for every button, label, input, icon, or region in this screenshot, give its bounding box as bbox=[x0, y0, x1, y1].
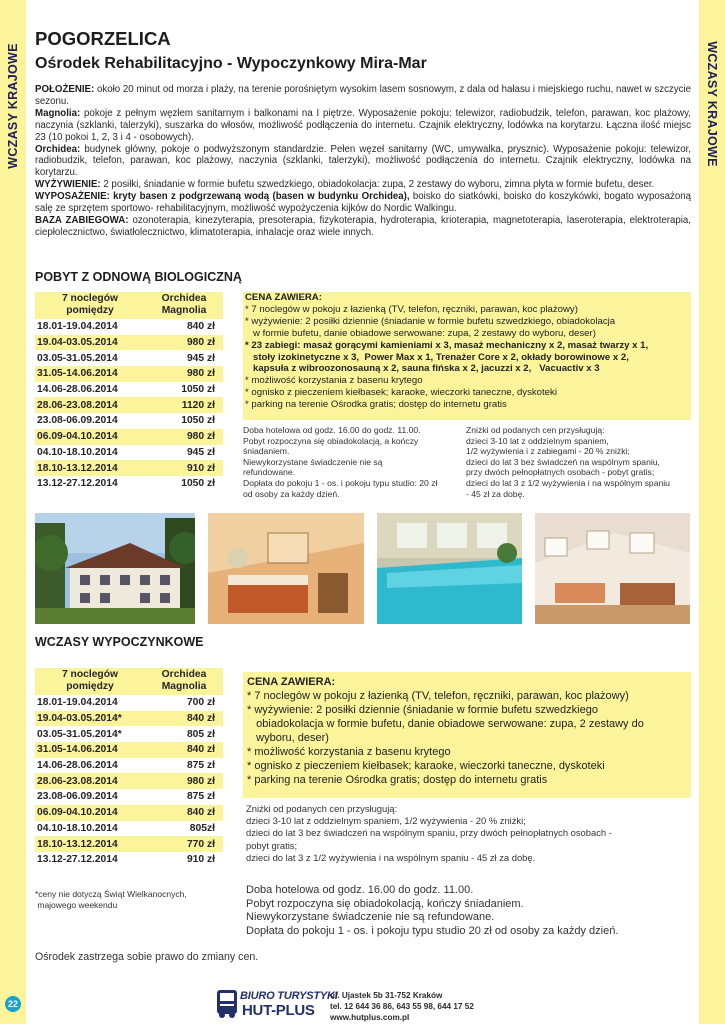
phone: tel. 12 644 36 86, 643 55 98, 644 17 52 bbox=[330, 1002, 474, 1011]
side-label-right: WCZASY KRAJOWE bbox=[705, 41, 719, 167]
includes-line: * 7 noclegów w pokoju z łazienką (TV, telefon, ręczniki, parawan, koc plażowy) bbox=[245, 303, 578, 315]
price-row-dates: 04.10-18.10.2014 bbox=[37, 446, 118, 458]
price-row bbox=[35, 821, 223, 837]
includes-line: w formie bufetu, danie obiadowe serwowane: zupa, 2 zestawy do wyboru, deser) bbox=[245, 327, 596, 339]
discount-line: dzieci do lat 3 bez świadczeń na wspólnym spaniu, przy dwóch pełnopłatnych osobach - bbox=[246, 827, 612, 839]
price-row bbox=[35, 366, 223, 382]
hotel-note-line: Dopłata do pokoju 1 - os. i pokoju typu studio 20 zł od osoby za każdy dzień. bbox=[246, 924, 619, 937]
price-row-dates: 18.01-19.04.2014 bbox=[37, 697, 118, 709]
section2-title: WCZASY WYPOCZYNKOWE bbox=[35, 635, 204, 649]
price-row-price: 770 zł bbox=[145, 836, 223, 852]
notes-line: śniadaniem. bbox=[243, 446, 290, 457]
includes-line: * wyżywienie: 2 posiłki dziennie (śniadanie w formie bufetu szwedzkiego, obiadokolacja bbox=[245, 315, 616, 327]
price-row bbox=[35, 319, 223, 335]
price-row bbox=[35, 382, 223, 398]
price-row bbox=[35, 695, 223, 711]
discount-line: Zniżki od podanych cen przysługują: bbox=[246, 803, 398, 814]
includes-line: * 7 noclegów w pokoju z łazienką (TV, telefon, ręczniki, parawan, koc plażowy) bbox=[247, 690, 629, 702]
includes-line: stoły izokinetyczne x 3, Power Max x 1, Trenażer Core x 2, okłady borowinowe x 2, bbox=[245, 351, 629, 363]
notes-line: dzieci 3-10 lat z oddzielnym spaniem, bbox=[466, 435, 609, 446]
section2-discounts bbox=[246, 803, 612, 864]
section2-hotel-notes bbox=[246, 884, 618, 938]
section1-notes-left bbox=[243, 425, 437, 499]
hotel-note-line: Niewykorzystane świadczenie nie są refundowane. bbox=[246, 911, 495, 924]
price-row-dates: 18.01-19.04.2014 bbox=[37, 321, 118, 333]
includes-line: * ognisko z pieczeniem kiełbasek; karaoke, wieczorki taneczne, dyskoteki bbox=[247, 760, 605, 772]
includes-line: * parking na terenie Ośrodka gratis; dostęp do internetu gratis bbox=[245, 399, 507, 411]
price-row-dates: 28.06-23.08.2014 bbox=[35, 773, 145, 789]
price-row bbox=[35, 460, 223, 476]
left-side-stripe bbox=[0, 0, 26, 1024]
price-row-price: 980 zł bbox=[145, 429, 223, 445]
location-title: POGORZELICA bbox=[35, 28, 171, 49]
price-row-dates: 28.06-23.08.2014 bbox=[35, 397, 145, 413]
section2-price-table bbox=[35, 668, 223, 868]
price-row-dates: 13.12-27.12.2014 bbox=[37, 478, 118, 490]
price-row bbox=[35, 335, 223, 351]
price-row-price: 945 zł bbox=[186, 446, 215, 458]
price-row-price: 840 zł bbox=[145, 742, 223, 758]
price-row bbox=[35, 445, 223, 461]
price-row-dates: 04.10-18.10.2014 bbox=[37, 822, 118, 834]
price-row bbox=[35, 742, 223, 758]
price-row-dates: 06.09-04.10.2014 bbox=[35, 429, 145, 445]
section1-price-table bbox=[35, 292, 223, 492]
section1-notes-right bbox=[466, 425, 670, 499]
price-row-price: 805zł bbox=[189, 822, 215, 834]
price-row-dates: 03.05-31.05.2014* bbox=[37, 728, 122, 740]
desc-treatments: BAZA ZABIEGOWA: ozonoterapia, kinezyterapia, presoterapia, fizykoterapia, hydroterapia, krioterapia, magnetoterapia, laseroterapia, elektroterapia, ciepłolecznictwo, światłolecznictwo, klimatoterapia, inhalacje oraz wiele innych. bbox=[35, 214, 692, 238]
price-row bbox=[35, 836, 223, 852]
price-row-dates: 14.06-28.06.2014 bbox=[37, 760, 118, 772]
price-row-price: 805 zł bbox=[186, 728, 215, 740]
price-row-price: 1050 zł bbox=[181, 384, 215, 396]
footnote-line: majowego weekendu bbox=[35, 899, 118, 910]
desc-meals: WYŻYWIENIE: 2 posiłki, śniadanie w formie bufetu szwedzkiego, obiadokolacja: zupa, 2 zestawy do wyboru, zimna płyta w formie bufetu, deser. bbox=[35, 179, 655, 191]
price-row-dates: 03.05-31.05.2014 bbox=[37, 352, 118, 364]
price-row-price: 980 zł bbox=[145, 366, 223, 382]
price-row-dates: 19.04-03.05.2014 bbox=[35, 335, 145, 351]
discount-line: pobyt gratis; bbox=[246, 839, 298, 851]
price-change-note: Ośrodek zastrzega sobie prawo do zmiany cen. bbox=[35, 951, 259, 963]
price-row bbox=[35, 758, 223, 774]
brand-line2: HUT-PLUS bbox=[242, 1002, 315, 1019]
photo-pool bbox=[377, 513, 522, 624]
bus-logo-icon bbox=[216, 989, 238, 1024]
price-row-price: 910 zł bbox=[145, 460, 223, 476]
price-row bbox=[35, 476, 223, 492]
right-side-stripe bbox=[699, 0, 725, 1024]
price-row bbox=[35, 805, 223, 821]
address: ul. Ujastek 5b 31-752 Kraków bbox=[330, 991, 443, 1000]
price-row bbox=[35, 413, 223, 429]
notes-line: od osoby za każdy dzień. bbox=[243, 488, 340, 499]
photo-attic-room bbox=[535, 513, 690, 624]
price-row-dates: 19.04-03.05.2014* bbox=[35, 711, 145, 727]
price-row-dates: 18.10-13.12.2014 bbox=[35, 460, 145, 476]
price-row-price: 875 zł bbox=[186, 760, 215, 772]
notes-line: Dopłata do pokoju 1 - os. i pokoju typu studio: 20 zł bbox=[243, 477, 438, 488]
price-row-dates: 13.12-27.12.2014 bbox=[37, 854, 118, 866]
notes-line: 1/2 wyżywienia i z zabiegami - 20 % zniżki; bbox=[466, 446, 630, 457]
includes-line: * ognisko z pieczeniem kiełbasek; karaoke, wieczorki taneczne, dyskoteki bbox=[245, 387, 557, 399]
price-row bbox=[35, 726, 223, 742]
price-row bbox=[35, 773, 223, 789]
price-row-price: 980 zł bbox=[145, 335, 223, 351]
price-row bbox=[35, 711, 223, 727]
price-row bbox=[35, 350, 223, 366]
col-building-header-2: Orchidea Magnolia bbox=[161, 669, 207, 692]
page-number: 22 bbox=[5, 996, 21, 1012]
notes-line: Pobyt rozpoczyna się obiadokolacją, a kończy bbox=[243, 435, 419, 446]
notes-line: Niewykorzystane świadczenie nie są bbox=[243, 456, 383, 467]
includes-line: * możliwość korzystania z basenu krytego bbox=[245, 375, 423, 387]
includes-line: * wyżywienie: 2 posiłki dziennie (śniadanie w formie bufetu szwedzkiego bbox=[247, 704, 598, 716]
description bbox=[35, 84, 691, 239]
includes-line: kapsuła z wibroozonosauną x 2, sauna fińska x 2, jacuzzi x 2, Vacuactiv x 3 bbox=[245, 363, 600, 375]
notes-line: dzieci do lat 3 bez świadczeń na wspólnym spaniu, bbox=[466, 456, 660, 467]
price-row-price: 1120 zł bbox=[145, 397, 223, 413]
notes-line: Zniżki od podanych cen przysługują: bbox=[466, 425, 605, 435]
notes-line: przy dwóch pełnopłatnych osobach - pobyt gratis; bbox=[466, 467, 655, 478]
hotel-note-line: Doba hotelowa od godz. 16.00 do godz. 11.00. bbox=[246, 884, 474, 896]
col-period-header: 7 noclegów pomiędzy bbox=[61, 293, 119, 316]
price-row-price: 700 zł bbox=[186, 697, 215, 709]
price-row-price: 875 zł bbox=[186, 791, 215, 803]
section1-title: POBYT Z ODNOWĄ BIOLOGICZNĄ bbox=[35, 270, 242, 284]
discount-line: dzieci do lat 3 z 1/2 wyżywienia i na wspólnym spaniu - 45 zł za dobę. bbox=[246, 851, 536, 863]
includes-line: * parking na terenie Ośrodka gratis; dostęp do internetu gratis bbox=[247, 774, 548, 786]
hotel-note-line: Pobyt rozpoczyna się obiadokolacją, kończy śniadaniem. bbox=[246, 897, 524, 910]
resort-title: Ośrodek Rehabilitacyjno - Wypoczynkowy Mira-Mar bbox=[35, 55, 427, 72]
price-row bbox=[35, 429, 223, 445]
price-row-price: 840 zł bbox=[145, 711, 223, 727]
includes-line: * 23 zabiegi: masaż gorącymi kamieniami x 3, masaż mechaniczny x 2, masaż twarzy x 1, bbox=[245, 339, 649, 351]
discount-line: dzieci 3-10 lat z oddzielnym spaniem, 1/2 wyżywienia - 20 % zniżki; bbox=[246, 815, 526, 827]
notes-line: dzieci do lat 3 z 1/2 wyżywienia i na wspólnym spaniu bbox=[466, 477, 670, 488]
includes-line: obiadokolacja w formie bufetu, danie obiadowe serwowane: zupa, 2 zestawy do bbox=[247, 718, 644, 730]
desc-location: POŁOŻENIE: około 20 minut od morza i plaży, na terenie porośniętym wysokim lasem sosnowym, z dala od hałasu i miejskiego ruchu, nawet w szczycie sezonu. bbox=[35, 84, 691, 107]
price-row-dates: 31.05-14.06.2014 bbox=[35, 366, 145, 382]
desc-magnolia: Magnolia: pokoje z pełnym węzłem sanitarnym i balkonami na I piętrze. Wyposażenie pokoju: telewizor, radiobudzik, telefon, parawan, koc plażowy, naczynia (szklanki, talerzyki), suszarka do włosów, możliwość podłączenia do internetu. Czajnik elektryczny, lodówka na korytarzu. Łączna ilość miejsc 23 (10 pokoi 1, 2, 3 i 4 - osobowych). bbox=[35, 107, 691, 143]
notes-line: Doba hotelowa od godz. 16.00 do godz. 11.00. bbox=[243, 425, 421, 435]
price-row-price: 840 zł bbox=[186, 321, 215, 333]
price-row bbox=[35, 852, 223, 868]
photo-room-orange bbox=[208, 513, 364, 624]
price-row-dates: 06.09-04.10.2014 bbox=[35, 805, 145, 821]
section2-includes: CENA ZAWIERA: * 7 noclegów w pokoju z łazienką (TV, telefon, ręczniki, parawan, koc plażowy) * wyżywienie: 2 posiłki dziennie (śniadanie w formie bufetu szwedzkiego obiadokolacja w formie bufetu, danie obiadowe serwowane: zupa, 2 zestawy do wyboru, deser) * możliwość korzystania z basenu krytego * ognisko z pieczeniem kiełbasek; karaoke, wieczorki taneczne, dyskoteki * parking na terenie Ośrodka gratis; dostęp do internetu gratis bbox=[243, 672, 691, 798]
photo-building bbox=[35, 513, 195, 624]
includes-line: wyboru, deser) bbox=[247, 732, 329, 744]
side-label-left: WCZASY KRAJOWE bbox=[6, 43, 20, 169]
col-period-header-2: 7 noclegów pomiędzy bbox=[61, 669, 119, 692]
brand-line1: BIURO TURYSTYKI bbox=[240, 990, 338, 1002]
col-building-header: Orchidea Magnolia bbox=[161, 293, 207, 316]
price-row-price: 980 zł bbox=[145, 773, 223, 789]
price-row-dates: 23.08-06.09.2014 bbox=[37, 415, 118, 427]
price-row bbox=[35, 789, 223, 805]
notes-line: - 45 zł za dobę. bbox=[466, 488, 525, 499]
price-row-price: 1050 zł bbox=[181, 478, 215, 490]
desc-equipment: WYPOSAŻENIE: kryty basen z podgrzewaną wodą (basen w budynku Orchidea), boisko do siatkówki, boisko do koszykówki, bogato wyposażoną salę ze sprzętem sportowo- rehabilitacyjnym, możliwość wypożyczenia kijków do Nordic Walkingu. bbox=[35, 191, 691, 215]
price-row-price: 945 zł bbox=[186, 352, 215, 364]
footnote-line: *ceny nie dotyczą Świąt Wielkanocnych, bbox=[35, 889, 187, 899]
price-row bbox=[35, 397, 223, 413]
section2-footnote bbox=[35, 889, 187, 910]
price-row-price: 1050 zł bbox=[181, 415, 215, 427]
price-row-dates: 18.10-13.12.2014 bbox=[35, 836, 145, 852]
includes-line: * możliwość korzystania z basenu krytego bbox=[247, 746, 451, 758]
section1-includes: CENA ZAWIERA: * 7 noclegów w pokoju z łazienką (TV, telefon, ręczniki, parawan, koc plażowy) * wyżywienie: 2 posiłki dziennie (śniadanie w formie bufetu szwedzkiego, obiadokolacja w formie bufetu, danie obiadowe serwowane: zupa, 2 zestawy do wyboru, deser) * 23 zabiegi: masaż gorącymi kamieniami x 3, masaż mechaniczny x 2, masaż twarzy x 1, stoły izokinetyczne x 3, Power Max x 1, Trenażer Core x 2, okłady borowinowe x 2, kapsuła z wibroozonosauną x 2, sauna fińska x 2, jacuzzi x 2, Vacuactiv x 3 * możliwość korzystania z basenu krytego * ognisko z pieczeniem kiełbasek; karaoke, wieczorki taneczne, dyskoteki * parking na terenie Ośrodka gratis; dostęp do internetu gratis bbox=[243, 292, 691, 420]
price-row-dates: 31.05-14.06.2014 bbox=[35, 742, 145, 758]
price-row-dates: 14.06-28.06.2014 bbox=[37, 384, 118, 396]
notes-line: refundowane. bbox=[243, 467, 296, 478]
price-row-dates: 23.08-06.09.2014 bbox=[37, 791, 118, 803]
price-row-price: 910 zł bbox=[186, 854, 215, 866]
price-row-price: 840 zł bbox=[145, 805, 223, 821]
website-link[interactable]: www.hutplus.com.pl bbox=[330, 1013, 410, 1022]
desc-orchidea: Orchidea: budynek główny, pokoje o podwyższonym standardzie. Pełen węzeł sanitarny (WC, umywalka, prysznic). Wyposażenie pokoju: telewizor, radiobudzik, telefon, parawan, koc plażowy, naczynia (szklanki, talerzyki), możliwość podłączenia do internetu. Czajnik elektryczny, lodówka na korytarzu. bbox=[35, 143, 691, 179]
